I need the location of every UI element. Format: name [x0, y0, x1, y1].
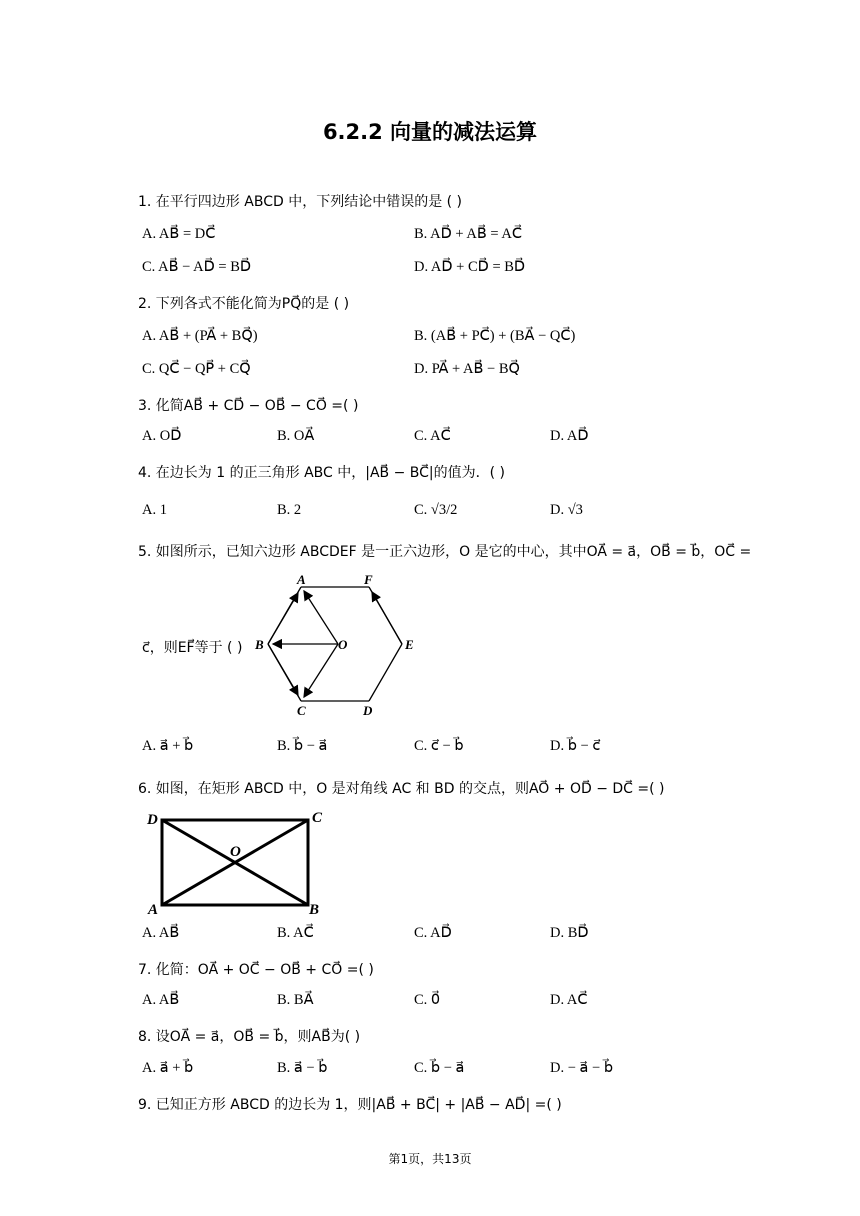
- q4-option-c: C. √3/2: [414, 502, 458, 518]
- q1-option-a: A. AB⃗ = DC⃗: [142, 226, 216, 242]
- question-4-stem: 4. 在边长为 1 的正三角形 ABC 中，|AB⃗ − BC⃗|的值为．( ): [138, 465, 505, 481]
- q1-option-c: C. AB⃗ − AD⃗ = BD⃗: [142, 259, 252, 275]
- q2-option-a: A. AB⃗ + (PA⃗ + BQ⃗): [142, 328, 258, 344]
- q5-option-b: B. b⃗ − a⃗: [277, 738, 328, 754]
- hex-edge-ed: [369, 644, 402, 701]
- hex-label-a: A: [297, 572, 306, 587]
- q1-option-d: D. AD⃗ + CD⃗ = BD⃗: [414, 259, 526, 275]
- q7-option-d: D. AC⃗: [550, 992, 588, 1008]
- page-title: 6.2.2 向量的减法运算: [322, 120, 538, 144]
- page-footer: 第1页，共13页: [388, 1152, 472, 1166]
- question-2-stem: 2. 下列各式不能化简为PQ⃗的是 ( ): [138, 296, 350, 312]
- q7-option-a: A. AB⃗: [142, 992, 180, 1008]
- q2-option-b: B. (AB⃗ + PC⃗) + (BA⃗ − QC⃗): [414, 328, 576, 344]
- question-1-stem: 1. 在平行四边形 ABCD 中，下列结论中错误的是 ( ): [138, 194, 463, 210]
- q6-option-b: B. AC⃗: [277, 925, 314, 941]
- hex-label-e: E: [405, 637, 414, 652]
- q5-option-c: C. c⃗ − b⃗: [414, 738, 464, 754]
- hex-label-o: O: [338, 637, 348, 652]
- rect-label-a: A: [148, 902, 159, 918]
- hex-label-b: B: [255, 637, 264, 652]
- hexagon-figure: [252, 570, 422, 720]
- question-5-stem: 5. 如图所示，已知六边形 ABCDEF 是一正六边形，O 是它的中心，其中OA⃗ = a⃗，OB⃗ = b⃗，OC⃗ =: [138, 544, 752, 560]
- q8-option-b: B. a⃗ − b⃗: [277, 1060, 328, 1076]
- q4-option-b: B. 2: [277, 502, 302, 518]
- q3-option-d: D. AD⃗: [550, 428, 589, 444]
- question-7-stem: 7. 化简：OA⃗ + OC⃗ − OB⃗ + CO⃗ =( ): [138, 962, 374, 978]
- q7-option-c: C. 0⃗: [414, 992, 441, 1008]
- q8-option-d: D. − a⃗ − b⃗: [550, 1060, 614, 1076]
- q6-option-a: A. AB⃗: [142, 925, 180, 941]
- q6-option-d: D. BD⃗: [550, 925, 589, 941]
- q4-option-a: A. 1: [142, 502, 167, 518]
- q5-option-a: A. a⃗ + b⃗: [142, 738, 194, 754]
- q4-option-d: D. √3: [550, 502, 583, 518]
- question-3-stem: 3. 化简AB⃗ + CD⃗ − OB⃗ − CO⃗ =( ): [138, 398, 359, 414]
- q2-option-d: D. PA⃗ + AB⃗ − BQ⃗: [414, 361, 520, 377]
- q3-option-a: A. OD⃗: [142, 428, 182, 444]
- hex-label-f: F: [364, 572, 373, 587]
- q8-option-c: C. b⃗ − a⃗: [414, 1060, 465, 1076]
- question-9-stem: 9. 已知正方形 ABCD 的边长为 1，则|AB⃗ + BC⃗| + |AB⃗ − AD⃗| =( ): [138, 1097, 562, 1113]
- vector-oc: [304, 644, 338, 697]
- q8-option-a: A. a⃗ + b⃗: [142, 1060, 194, 1076]
- q1-option-b: B. AD⃗ + AB⃗ = AC⃗: [414, 226, 523, 242]
- rect-label-o: O: [230, 844, 241, 860]
- hex-label-c: C: [297, 703, 306, 718]
- vector-ba: [268, 593, 298, 644]
- rect-label-d: D: [147, 812, 158, 828]
- rect-label-b: B: [309, 902, 320, 918]
- question-5-stem-cont: c⃗，则EF⃗等于 ( ): [142, 640, 243, 656]
- question-8-stem: 8. 设OA⃗ = a⃗，OB⃗ = b⃗，则AB⃗为( ): [138, 1029, 361, 1045]
- q3-option-b: B. OA⃗: [277, 428, 315, 444]
- rectangle-figure: [142, 806, 332, 918]
- q6-option-c: C. AD⃗: [414, 925, 452, 941]
- q5-option-d: D. b⃗ − c⃗: [550, 738, 601, 754]
- vector-bc: [268, 644, 298, 695]
- q2-option-c: C. QC⃗ − QP⃗ + CQ⃗: [142, 361, 251, 377]
- rect-label-c: C: [312, 810, 323, 826]
- vector-ef: [372, 592, 402, 644]
- q3-option-c: C. AC⃗: [414, 428, 451, 444]
- q7-option-b: B. BA⃗: [277, 992, 314, 1008]
- question-6-stem: 6. 如图，在矩形 ABCD 中，O 是对角线 AC 和 BD 的交点，则AO⃗ + OD⃗ − DC⃗ =( ): [138, 781, 665, 797]
- hex-label-d: D: [363, 703, 373, 718]
- vector-oa: [304, 591, 338, 644]
